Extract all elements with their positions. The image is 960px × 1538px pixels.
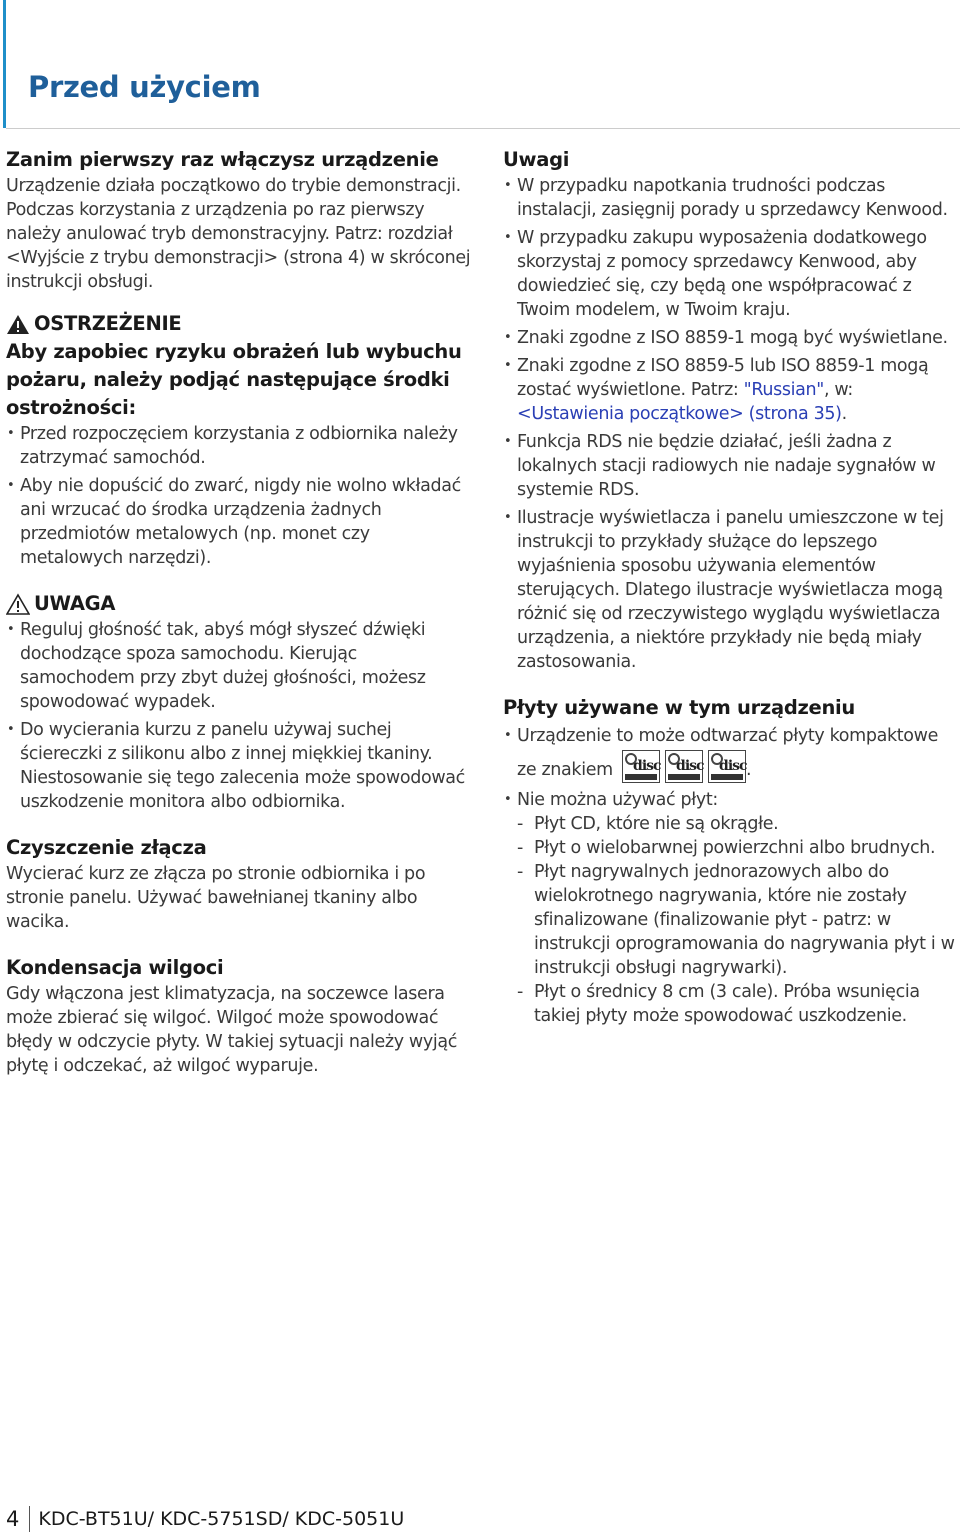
section-title-discs: Płyty używane w tym urządzeniu — [503, 696, 856, 719]
caution-heading — [6, 590, 476, 618]
right-column — [503, 146, 955, 1028]
list-item — [503, 722, 955, 784]
caution-icon — [6, 593, 30, 615]
list-item: - Płyt o średnicy 8 cm (3 cale). Próba wsunięcia takiej płyty może spowodować uszkodzenie. — [503, 980, 955, 1028]
list-item: - Płyt nagrywalnych jednorazowych albo do wielokrotnego nagrywania, które nie zostały sfinalizowane (finalizowanie płyt - patrz: w instrukcji oprogramowania do nagrywania płyt i w instrukcji obsługi nagrywarki). — [503, 860, 955, 980]
compact-disc-rewritable-logo: disc — [708, 750, 746, 783]
compact-disc-logo: disc — [622, 750, 660, 783]
section-title-first-use: Zanim pierwszy raz włączysz urządzenie — [6, 148, 439, 171]
list-item: • Do wycierania kurzu z panelu używaj suchej ściereczki z silikonu albo z innej miękkiej tkaniny. Niestosowanie się tego zalecenia może spowodować uszkodzenie monitora albo odbiornika. — [6, 718, 476, 814]
warning-label: OSTRZEŻENIE — [34, 312, 182, 335]
notes-list — [503, 174, 955, 674]
list-item: - Płyt o wielobarwnej powierzchni albo brudnych. — [503, 836, 955, 860]
warning-icon — [6, 313, 30, 335]
first-use-text: Urządzenie działa początkowo do trybie demonstracji. Podczas korzystania z urządzenia po raz pierwszy należy anulować tryb demonstracyjny. Patrz: rozdział <Wyjście z trybu demonstracji> (strona 4) w skróconej instrukcji obsługi. — [6, 176, 471, 292]
footer-divider — [29, 1506, 30, 1532]
warning-heading — [6, 310, 476, 338]
list-item: • W przypadku zakupu wyposażenia dodatkowego skorzystaj z pomocy sprzedawcy Kenwood, aby dowiedzieć się, czy będą one współpracować z Twoim modelem, w Twoim kraju. — [503, 226, 955, 322]
section-title-condensation: Kondensacja wilgoci — [6, 956, 224, 979]
list-item: • Reguluj głośność tak, abyś mógł słyszeć dźwięki dochodzące spoza samochodu. Kierując samochodem przy zbyt dużej głośności, możesz spowodować wypadek. — [6, 618, 476, 714]
page-footer — [6, 1506, 404, 1532]
list-item: • Ilustracje wyświetlacza i panelu umieszczone w tej instrukcji to przykłady służące do lepszego wyjaśnienia sposobu używania elementów sterujących. Dlatego ilustracje wyświetlacza mogą różnić się od rzeczywistego wyglądu wyświetlacza urządzenia, a niektóre przykłady nie będą miały zastosowania. — [503, 506, 955, 674]
connector-cleaning-text: Wycierać kurz ze złącza po stronie odbiornika i po stronie panelu. Używać bawełnianej tkaniny albo wacika. — [6, 864, 426, 932]
list-item: - Płyt CD, które nie są okrągłe. — [503, 812, 955, 836]
header-divider — [6, 128, 960, 129]
list-item — [503, 354, 955, 426]
note-text: , w: — [824, 380, 853, 400]
caution-label: UWAGA — [34, 592, 116, 615]
list-item: • Znaki zgodne z ISO 8859-1 mogą być wyświetlane. — [503, 326, 955, 350]
compact-disc-logos — [622, 750, 746, 783]
initial-settings-link[interactable]: <Ustawienia początkowe> (strona 35) — [517, 404, 842, 424]
note-text: . — [841, 404, 847, 424]
warning-list — [6, 422, 476, 570]
unsupported-discs-list — [503, 812, 955, 1028]
compact-disc-recordable-logo: disc — [665, 750, 703, 783]
left-column — [6, 146, 476, 1078]
discs-list — [503, 722, 955, 812]
model-names: KDC-BT51U/ KDC-5751SD/ KDC-5051U — [38, 1508, 405, 1530]
list-item: • Nie można używać płyt: — [503, 788, 955, 812]
list-item: • W przypadku napotkania trudności podczas instalacji, zasięgnij porady u sprzedawcy Kenwood. — [503, 174, 955, 222]
condensation-text: Gdy włączona jest klimatyzacja, na soczewce lasera może zbierać się wilgoć. Wilgoć może spowodować błędy w odczycie płyty. W takiej sytuacji należy wyjąć płytę i odczekać, aż wilgoć wyparuje. — [6, 984, 458, 1076]
list-item: • Aby nie dopuścić do zwarć, nigdy nie wolno wkładać ani wrzucać do środka urządzenia żadnych przedmiotów metalowych (np. monet czy metalowych narzędzi). — [6, 474, 476, 570]
period: . — [746, 760, 752, 780]
note-text: Znaki zgodne z ISO 8859-5 lub ISO 8859-1 mogą zostać wyświetlone. Patrz: — [517, 356, 929, 400]
russian-link[interactable]: "Russian" — [743, 380, 824, 400]
caution-list — [6, 618, 476, 814]
discs-item-text: Urządzenie to może odtwarzać płyty kompaktowe ze znakiem — [517, 726, 939, 780]
page-title: Przed użyciem — [28, 70, 261, 104]
section-title-notes: Uwagi — [503, 148, 570, 171]
warning-intro: Aby zapobiec ryzyku obrażeń lub wybuchu pożaru, należy podjąć następujące środki ostrożności: — [6, 340, 462, 419]
accent-bar — [3, 0, 6, 128]
page-number: 4 — [6, 1507, 20, 1531]
section-title-connector-cleaning: Czyszczenie złącza — [6, 836, 207, 859]
list-item: • Funkcja RDS nie będzie działać, jeśli żadna z lokalnych stacji radiowych nie nadaje sygnałów w systemie RDS. — [503, 430, 955, 502]
list-item: • Przed rozpoczęciem korzystania z odbiornika należy zatrzymać samochód. — [6, 422, 476, 470]
